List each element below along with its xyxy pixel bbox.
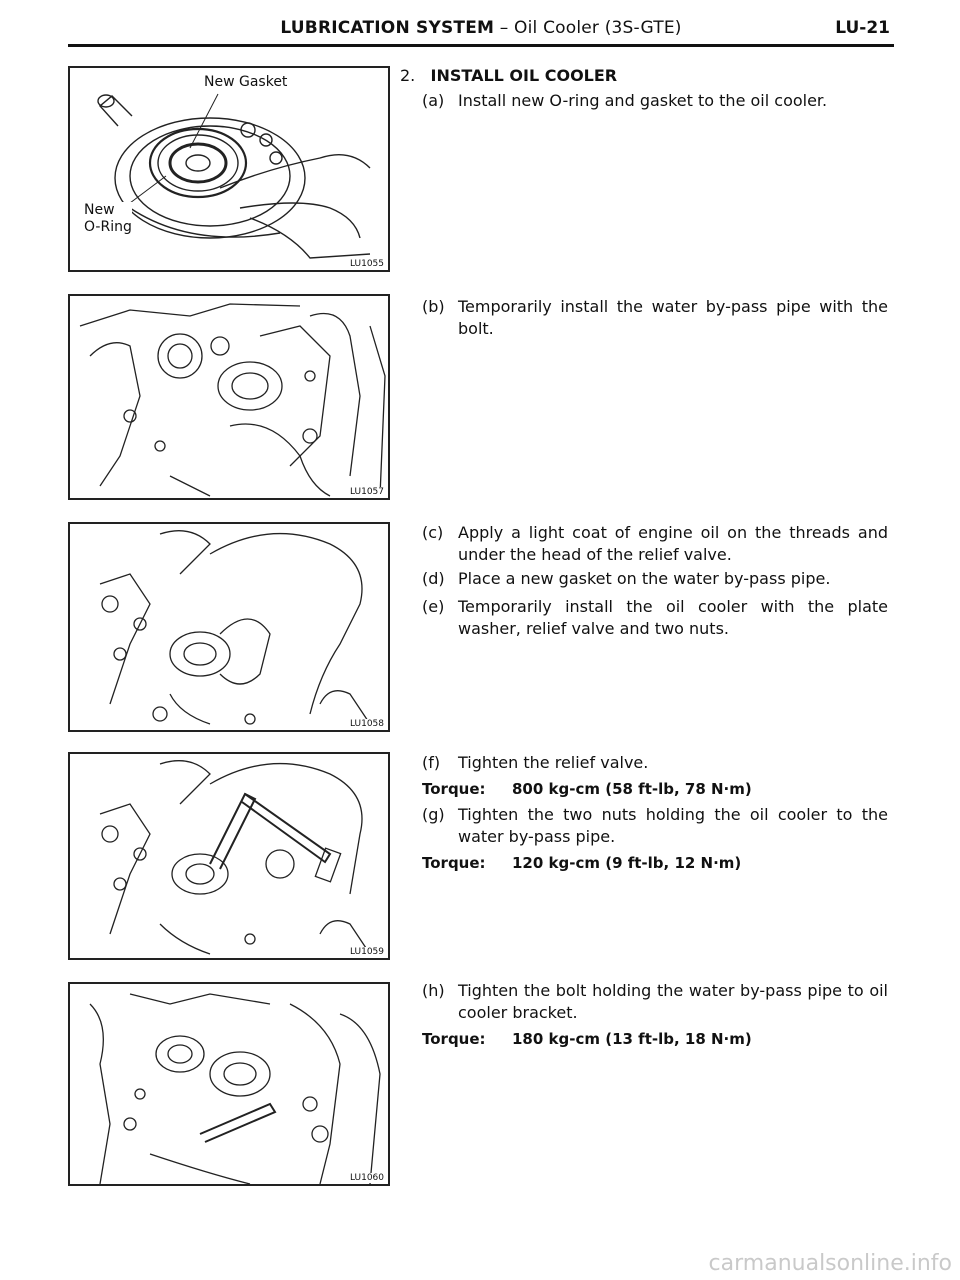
substep-tag: (a) <box>422 91 445 110</box>
new-gasket-label: New Gasket <box>204 74 288 90</box>
figure-code: LU1059 <box>349 947 384 957</box>
torque-label: Torque: <box>422 780 486 798</box>
torque-spec-f <box>422 778 752 800</box>
substep-e <box>422 596 888 640</box>
figure-tighten-bolt <box>68 982 390 1186</box>
substep-tag: (d) <box>422 569 445 588</box>
substep-text: Tighten the relief valve. <box>458 753 649 772</box>
torque-value: 180 kg-cm (13 ft-lb, 18 N·m) <box>512 1030 752 1048</box>
torque-spec-g <box>422 852 741 874</box>
water-bypass-pipe-illustration <box>70 296 390 500</box>
step-heading <box>400 64 890 87</box>
figure-water-bypass-pipe <box>68 294 390 500</box>
tighten-nuts-illustration <box>70 754 390 960</box>
torque-label: Torque: <box>422 854 486 872</box>
substep-tag: (h) <box>422 981 445 1000</box>
substep-g <box>422 804 888 848</box>
header-title <box>68 18 894 38</box>
figure-relief-valve <box>68 522 390 732</box>
substep-text: Tighten the bolt holding the water by-pass pipe to oil cooler bracket. <box>458 981 888 1022</box>
substep-a <box>422 90 888 112</box>
watermark: carmanualsonline.info <box>708 1251 952 1276</box>
substep-h <box>422 980 888 1024</box>
new-oring-label-line2: O-Ring <box>84 219 132 235</box>
step-number: 2. <box>400 66 416 85</box>
section-subtitle: – Oil Cooler (3S-GTE) <box>494 18 682 38</box>
figure-code: LU1060 <box>349 1173 384 1183</box>
substep-text: Tighten the two nuts holding the oil cooler to the water by-pass pipe. <box>458 805 888 846</box>
torque-value: 800 kg-cm (58 ft-lb, 78 N·m) <box>512 780 752 798</box>
substep-b <box>422 296 888 340</box>
step-title: INSTALL OIL COOLER <box>430 66 618 85</box>
substep-text: Temporarily install the water by-pass pipe with the bolt. <box>458 297 888 338</box>
page-header <box>68 18 894 47</box>
new-oring-label-line1: New <box>84 202 115 218</box>
substep-tag: (b) <box>422 297 445 316</box>
substep-tag: (g) <box>422 805 445 824</box>
figure-tighten-nuts <box>68 752 390 960</box>
substep-tag: (e) <box>422 597 445 616</box>
figure-code: LU1058 <box>349 719 384 729</box>
page-number: LU-21 <box>835 18 890 38</box>
substep-c <box>422 522 888 566</box>
figure-code: LU1055 <box>349 259 384 269</box>
substep-text: Temporarily install the oil cooler with the plate washer, relief valve and two nuts. <box>458 597 888 638</box>
oil-cooler-gasket-illustration <box>70 68 390 272</box>
figure-oil-cooler-gasket <box>68 66 390 272</box>
substep-text: Place a new gasket on the water by-pass pipe. <box>458 569 831 588</box>
new-oring-label <box>84 202 132 236</box>
substep-tag: (f) <box>422 753 441 772</box>
torque-spec-h <box>422 1028 752 1050</box>
substep-tag: (c) <box>422 523 444 542</box>
substep-text: Install new O-ring and gasket to the oil cooler. <box>458 91 828 110</box>
relief-valve-illustration <box>70 524 390 732</box>
figure-code: LU1057 <box>349 487 384 497</box>
torque-value: 120 kg-cm (9 ft-lb, 12 N·m) <box>512 854 742 872</box>
substep-f <box>422 752 888 774</box>
substep-d <box>422 568 888 590</box>
tighten-bolt-illustration <box>70 984 390 1186</box>
substep-text: Apply a light coat of engine oil on the threads and under the head of the relief valve. <box>458 523 888 564</box>
torque-label: Torque: <box>422 1030 486 1048</box>
section-name: LUBRICATION SYSTEM <box>280 18 495 38</box>
